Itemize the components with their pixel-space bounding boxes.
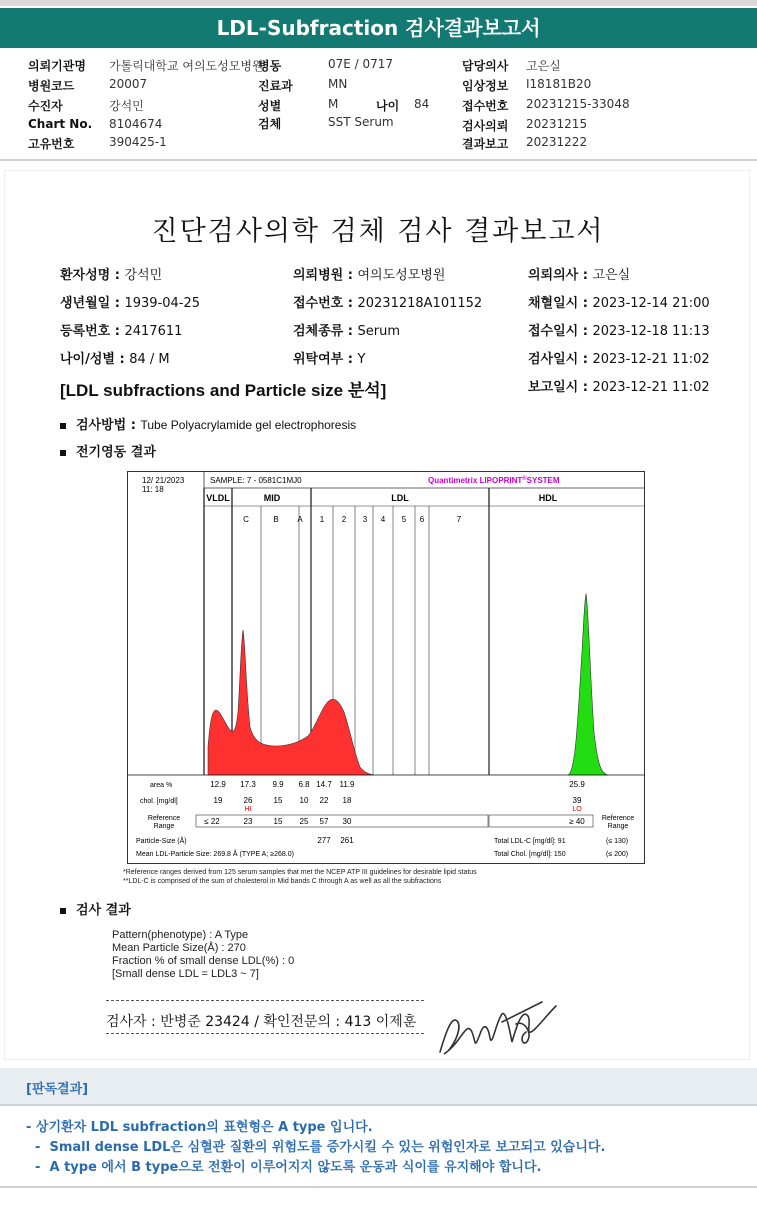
zone-label-hdl: HDL — [538, 493, 558, 503]
dashed-divider — [106, 1000, 424, 1001]
info-request-value: 20231215 — [526, 117, 588, 131]
info-patient: 수진자 — [28, 99, 63, 113]
ref-right-label-2: Range — [607, 823, 629, 830]
bullet-icon — [60, 908, 66, 914]
zone-label-mid: MID — [263, 493, 281, 503]
collection-datetime: 채혈일시 : 2023-12-14 21:00 — [528, 296, 710, 311]
bullet-icon — [60, 450, 66, 456]
info-department: 진료과 — [258, 79, 293, 93]
patient-age-sex: 나이/성별 : 84 / M — [60, 352, 170, 367]
row-label-area: area % — [150, 782, 173, 789]
handwritten-signature — [432, 992, 562, 1064]
chart-date: 12/ 21/2023 — [142, 476, 185, 485]
ref-value-0: ≤ 22 — [204, 817, 220, 826]
result-heading: 검사 결과 — [60, 899, 131, 918]
row-label-chol: chol. [mg/dl] — [140, 798, 178, 805]
band-label-c: C — [243, 515, 249, 524]
ref-value-3: 25 — [299, 817, 309, 826]
band-label-b: B — [273, 515, 279, 524]
outsourced: 위탁여부 : Y — [293, 352, 366, 367]
band-label-7: 7 — [456, 515, 462, 524]
interpretation-divider — [0, 1104, 757, 1106]
info-report: 결과보고 — [462, 137, 509, 151]
band-label-4: 4 — [380, 515, 386, 524]
chol-value-0: 19 — [213, 796, 223, 805]
ldl-curve — [208, 630, 374, 775]
area-value-2: 9.9 — [272, 780, 284, 789]
interpretation-line-2: - Small dense LDL은 심혈관 질환의 위험도를 증가시킬 수 있는 위험인자로 보고되고 있습니다. — [26, 1140, 606, 1155]
bottom-divider — [0, 1186, 757, 1188]
test-datetime: 검사일시 : 2023-12-21 11:02 — [528, 352, 710, 367]
total-chol-ref: (≤ 200) — [606, 851, 629, 858]
info-hospital-code-value: 20007 — [109, 77, 148, 91]
lipoprint-svg — [128, 472, 644, 863]
info-age-value: 84 — [414, 97, 430, 111]
band-label-1: 1 — [319, 515, 325, 524]
chart-time: 11: 18 — [142, 485, 164, 494]
area-value-6: 25.9 — [569, 780, 585, 789]
specimen-type: 검체종류 : Serum — [293, 324, 400, 339]
page-title: LDL-Subfraction 검사결과보고서 — [0, 8, 757, 48]
ref-label-2: Range — [153, 823, 175, 830]
info-receipt-value: 20231215-33048 — [526, 97, 630, 111]
total-ldl-ref: (≤ 130) — [606, 838, 629, 845]
info-divider — [0, 159, 757, 161]
interpretation-title: [판독결과] — [26, 1082, 89, 1097]
chol-value-3: 10 — [299, 796, 309, 805]
result-details — [112, 929, 294, 981]
signature-line: 검사자 : 반병준 23424 / 확인전문의 : 413 이제훈 — [106, 1014, 417, 1030]
interpretation-line-1: - 상기환자 LDL subfraction의 표현형은 A type 입니다. — [26, 1120, 373, 1135]
ref-value-6: ≥ 40 — [569, 817, 585, 826]
info-chart-no: Chart No. — [28, 117, 93, 131]
method-line: 검사방법 : Tube Polyacrylamide gel electrophoresis — [60, 414, 356, 433]
interpretation-header — [0, 1068, 757, 1104]
patient-birth: 생년월일 : 1939-04-25 — [60, 296, 201, 311]
chart-sample: SAMPLE: 7 - 0581C1MJ0 — [210, 476, 302, 485]
result-line-definition: [Small dense LDL = LDL3 ~ 7] — [112, 968, 259, 980]
hdl-peak — [568, 594, 608, 775]
zone-label-ldl: LDL — [391, 493, 409, 503]
info-unique-no: 고유번호 — [28, 137, 75, 151]
info-department-value: MN — [328, 77, 348, 91]
chart-brand: Quantimetrix LIPOPRINT®SYSTEM — [428, 476, 560, 485]
ref-value-5: 30 — [342, 817, 352, 826]
chart-footnote-1: *Reference ranges derived from 125 serum samples that met the NCEP ATP III guidelines for desirable lipid status — [123, 869, 477, 876]
report-title: 진단검사의학 검체 검사 결과보고서 — [151, 216, 605, 247]
info-hospital-code: 병원코드 — [28, 79, 75, 93]
info-patient-value: 강석민 — [109, 99, 144, 113]
info-report-value: 20231222 — [526, 135, 588, 149]
info-chart-no-value: 8104674 — [109, 117, 163, 131]
band-label-2: 2 — [341, 515, 347, 524]
patient-reg-no: 등록번호 : 2417611 — [60, 324, 183, 339]
interpretation-line-3: - A type 에서 B type으로 전환이 이루어지지 않도록 운동과 식이를 유지해야 합니다. — [26, 1160, 542, 1175]
flag-hi: HI — [244, 806, 252, 813]
info-request: 검사의뢰 — [462, 119, 509, 133]
info-unique-no-value: 390425-1 — [109, 135, 167, 149]
chol-value-4: 22 — [319, 796, 329, 805]
ref-value-2: 15 — [273, 817, 283, 826]
patient-name: 환자성명 : 강석민 — [60, 268, 163, 283]
info-doctor-value: 고은실 — [526, 59, 561, 73]
info-age: 나이 — [376, 99, 400, 113]
flag-lo: LO — [572, 806, 582, 813]
zone-label-vldl: VLDL — [206, 493, 230, 503]
ref-label-1: Reference — [147, 815, 181, 822]
result-line-pattern: Pattern(phenotype) : A Type — [112, 929, 249, 941]
lipoprint-chart — [127, 471, 645, 864]
info-ward: 병동 — [258, 59, 282, 73]
info-hospital-name: 의뢰기관명 — [28, 59, 86, 73]
area-value-5: 11.9 — [339, 780, 355, 789]
mean-size-label: Mean LDL-Particle Size: 269.8 Å (TYPE A; ≥268.0) — [136, 851, 294, 858]
top-divider — [0, 0, 757, 6]
particle-label: Particle-Size (Å) — [136, 838, 187, 845]
particle-value-0: 277 — [317, 836, 331, 845]
report-datetime: 보고일시 : 2023-12-21 11:02 — [528, 380, 710, 395]
electrophoresis-heading: 전기영동 결과 — [60, 441, 156, 460]
result-line-fraction: Fraction % of small dense LDL(%) : 0 — [112, 955, 295, 967]
info-specimen-value: SST Serum — [328, 115, 394, 129]
ref-value-1: 23 — [243, 817, 253, 826]
section-title: [LDL subfractions and Particle size 분석] — [60, 381, 387, 400]
chol-value-2: 15 — [273, 796, 283, 805]
area-value-0: 12.9 — [210, 780, 226, 789]
result-line-mean-size: Mean Particle Size(Å) : 270 — [112, 942, 246, 954]
receipt-datetime: 접수일시 : 2023-12-18 11:13 — [528, 324, 710, 339]
area-value-4: 14.7 — [316, 780, 332, 789]
area-value-3: 6.8 — [298, 780, 310, 789]
info-receipt: 접수번호 — [462, 99, 509, 113]
receipt-number: 접수번호 : 20231218A101152 — [293, 296, 483, 311]
band-label-5: 5 — [401, 515, 407, 524]
band-label-3: 3 — [362, 515, 368, 524]
info-ward-value: 07E / 0717 — [328, 57, 394, 71]
total-ldl: Total LDL-C [mg/dl]: 91 — [494, 838, 566, 845]
ref-value-4: 57 — [319, 817, 329, 826]
request-doctor: 의뢰의사 : 고은실 — [528, 268, 631, 283]
bullet-icon — [60, 423, 66, 429]
band-label-6: 6 — [419, 515, 425, 524]
info-specimen: 검체 — [258, 117, 282, 131]
info-hospital-name-value: 가톨릭대학교 여의도성모병원 — [109, 59, 264, 73]
info-clinical-value: I18181B20 — [526, 77, 592, 91]
chart-footnote-2: **LDL-C is comprised of the sum of cholesterol in Mid bands C through A as well as all the subfractions — [123, 878, 442, 885]
info-doctor: 담당의사 — [462, 59, 509, 73]
chol-value-1: 26 — [243, 796, 253, 805]
chol-value-5: 18 — [342, 796, 352, 805]
particle-value-1: 261 — [340, 836, 354, 845]
band-label-a: A — [297, 515, 303, 524]
info-sex-value: M — [328, 97, 339, 111]
dashed-divider — [106, 1033, 424, 1034]
total-chol: Total Chol. [mg/dl]: 150 — [494, 851, 566, 858]
ref-right-label-1: Reference — [601, 815, 635, 822]
request-hospital: 의뢰병원 : 여의도성모병원 — [293, 268, 446, 283]
info-clinical: 임상정보 — [462, 79, 509, 93]
area-value-1: 17.3 — [240, 780, 256, 789]
info-sex: 성별 — [258, 99, 282, 113]
report-document — [4, 170, 750, 1060]
chol-value-6: 39 — [572, 796, 582, 805]
